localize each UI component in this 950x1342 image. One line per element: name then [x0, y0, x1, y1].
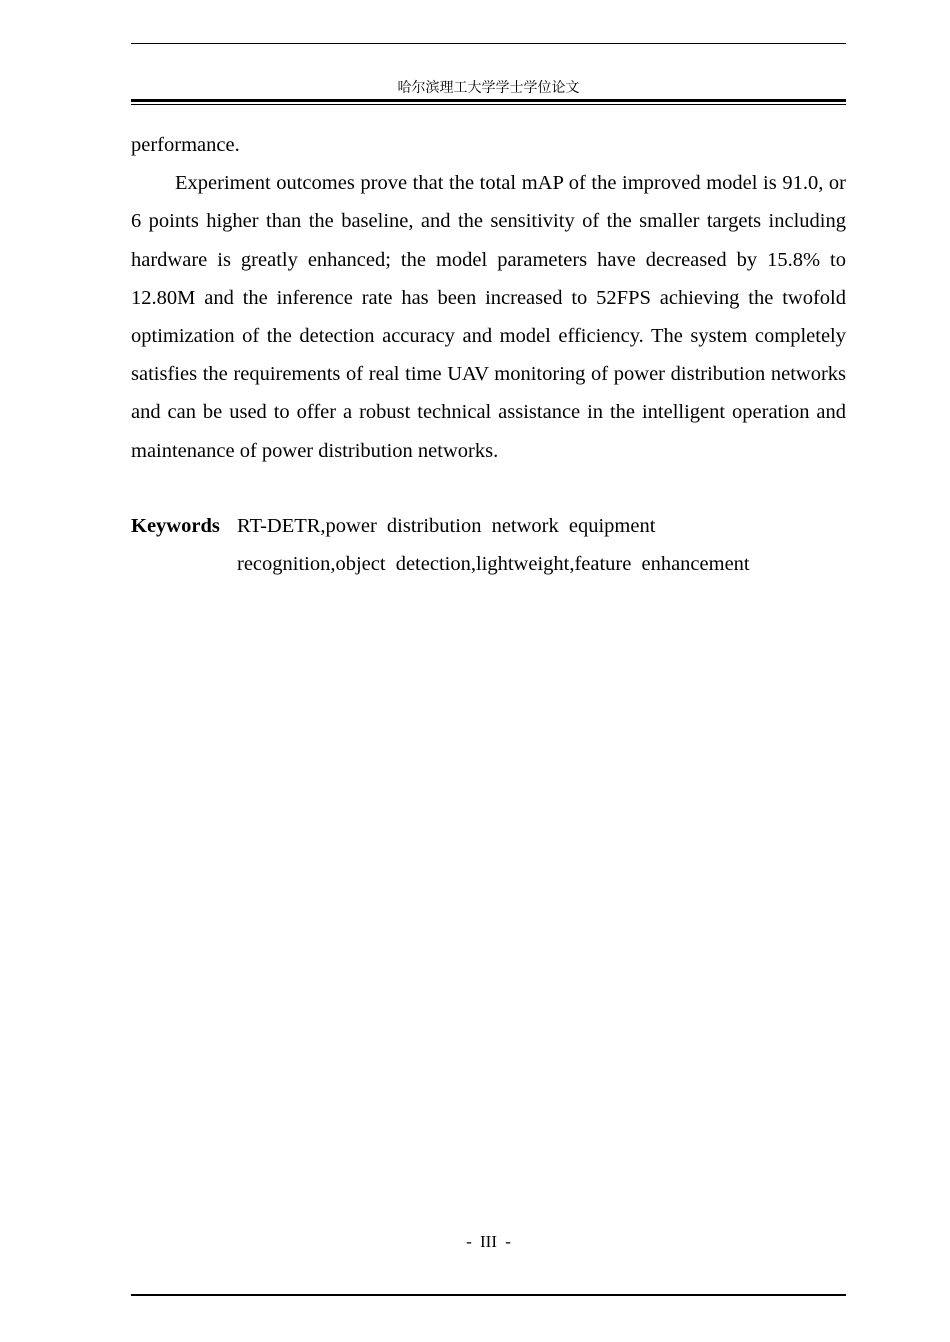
abstract-paragraph-results: Experiment outcomes prove that the total mAP of the improved model is 91.0, or 6 points higher than the baseline, and the sensitivity of the smaller targets including hardware is greatly enhanced; the model parameters have decreased by 15.8% to 12.80M and the inference rate has been increased to 52FPS achieving the twofold optimization of the detection accuracy and model efficiency. The system completely satisfies the requirements of real time UAV monitoring of power distribution networks and can be used to offer a robust technical assistance in the intelligent operation and maintenance of power distribution networks.: [131, 172, 846, 462]
keywords-block: [131, 507, 846, 583]
keywords-line-1: RT-DETR,power distribution network equipment: [237, 515, 656, 537]
header-top-rule: [131, 43, 846, 44]
header-thin-rule: [131, 104, 846, 105]
keywords-list: [237, 507, 846, 583]
keywords-label: Keywords: [131, 515, 220, 537]
abstract-body: [131, 126, 846, 470]
footer-rule: [131, 1294, 846, 1296]
abstract-paragraph-continued: performance.: [131, 134, 240, 156]
header-thick-rule: [131, 99, 846, 102]
page-number: - III -: [466, 1232, 511, 1251]
running-header-title: 哈尔滨理工大学学士学位论文: [397, 80, 580, 96]
keywords-line-2: recognition,object detection,lightweight,feature enhancement: [237, 553, 750, 575]
